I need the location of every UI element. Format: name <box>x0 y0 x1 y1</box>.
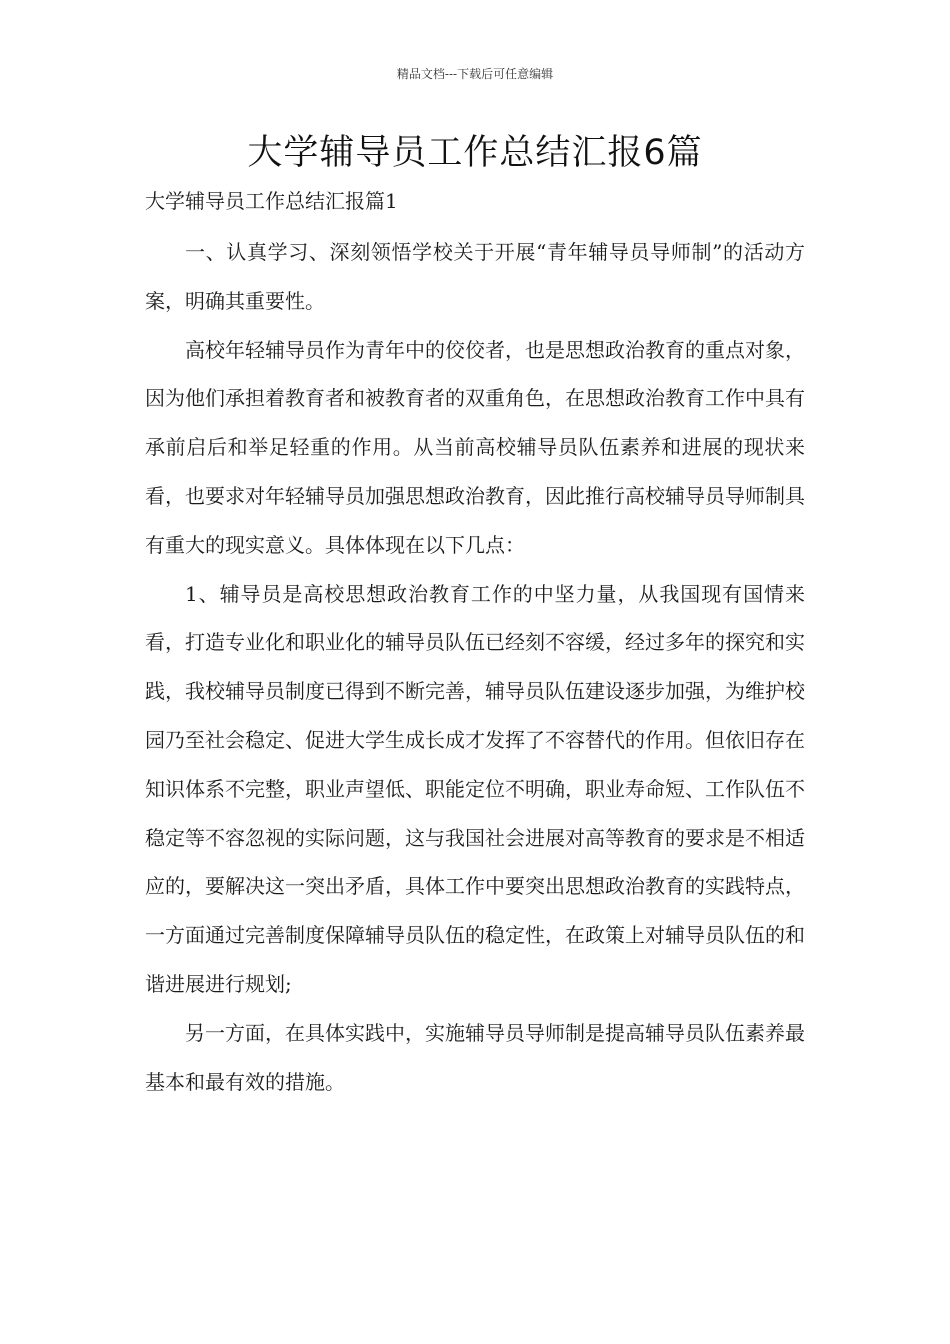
paragraph-2: 高校年轻辅导员作为青年中的佼佼者，也是思想政治教育的重点对象，因为他们承担着教育者和被教育者的双重角色，在思想政治教育工作中具有承前启后和举足轻重的作用。从当前高校辅导员队伍素养和进展的现状来看，也要求对年轻辅导员加强思想政治教育，因此推行高校辅导员导师制具有重大的现实意义。具体体现在以下几点： <box>145 337 805 557</box>
section-heading: 大学辅导员工作总结汇报篇1 <box>145 189 398 213</box>
document-body <box>145 228 805 1106</box>
paragraph-3: 1、辅导员是高校思想政治教育工作的中坚力量，从我国现有国情来看，打造专业化和职业化的辅导员队伍已经刻不容缓，经过多年的探究和实践，我校辅导员制度已得到不断完善，辅导员队伍建设逐步加强，为维护校园乃至社会稳定、促进大学生成长成才发挥了不容替代的作用。但依旧存在知识体系不完整，职业声望低、职能定位不明确，职业寿命短、工作队伍不稳定等不容忽视的实际问题，这与我国社会进展对高等教育的要求是不相适应的，要解决这一突出矛盾，具体工作中要突出思想政治教育的实践特点，一方面通过完善制度保障辅导员队伍的稳定性，在政策上对辅导员队伍的和谐进展进行规划; <box>145 581 805 996</box>
paragraph-4: 另一方面，在具体实践中，实施辅导员导师制是提高辅导员队伍素养最基本和最有效的措施。 <box>145 1020 805 1094</box>
paragraph-1: 一、认真学习、深刻领悟学校关于开展“青年辅导员导师制”的活动方案，明确其重要性。 <box>145 240 805 313</box>
document-title: 大学辅导员工作总结汇报6篇 <box>247 133 703 173</box>
header-note: 精品文档---下载后可任意编辑 <box>396 67 554 81</box>
